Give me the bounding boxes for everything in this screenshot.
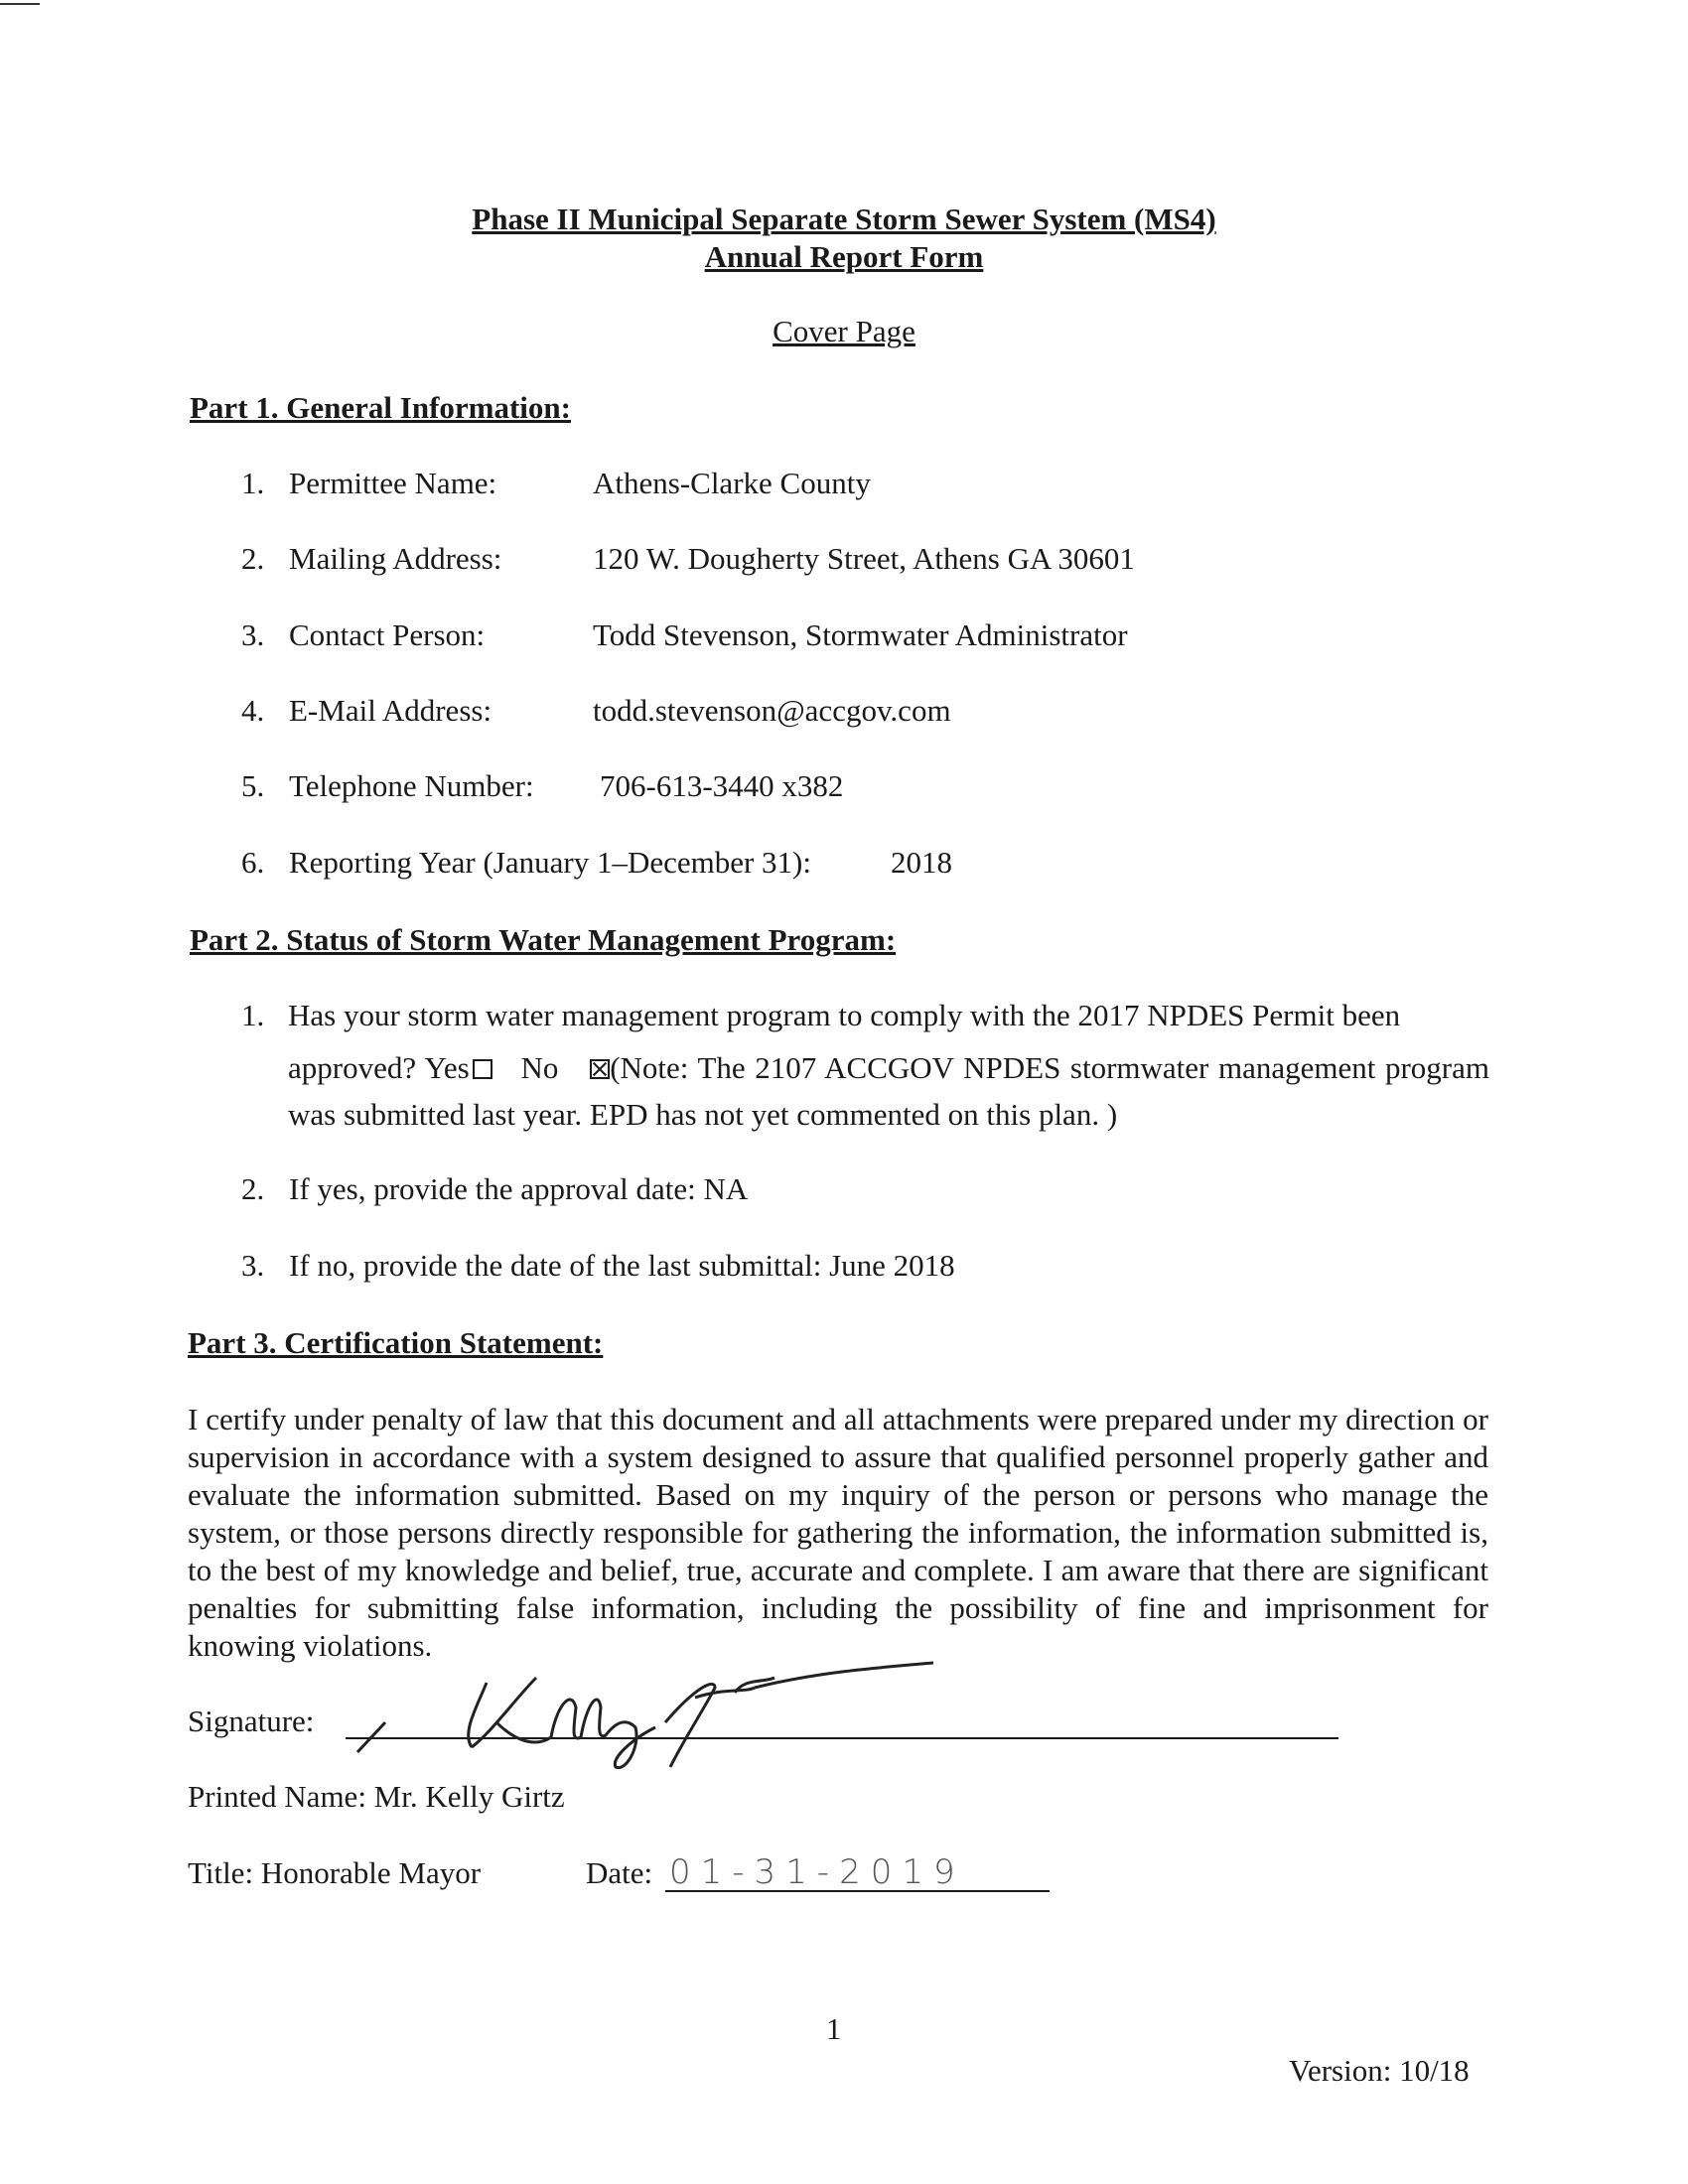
permittee-name-value: Athens-Clarke County [593, 466, 871, 500]
cover-page-label: Cover Page [773, 314, 915, 348]
contact-person-value: Todd Stevenson, Stormwater Administrator [593, 617, 1128, 652]
item-number: 2. [241, 541, 265, 576]
q1-approved-prefix: approved? Yes [288, 1050, 470, 1085]
item-number: 6. [241, 845, 265, 880]
item-number: 5. [241, 768, 265, 803]
part2-q2 [241, 1171, 748, 1207]
item-label: E-Mail Address: [289, 693, 492, 728]
q3-text: If no, provide the date of the last submittal: June 2018 [289, 1248, 955, 1283]
item-label: Mailing Address: [289, 541, 502, 576]
part2-q1-line1: Has your storm water management program to comply with the 2017 NPDES Permit been [288, 998, 1401, 1032]
part1-heading: Part 1. General Information: [190, 390, 571, 425]
scan-mark [0, 3, 40, 5]
certification-statement: I certify under penalty of law that this document and all attachments were prepared under my direction or supervision in accordance with a system designed to assure that qualified personnel properly gather and evaluate the information submitted. Based on my inquiry of the person or persons who manage the system, or those persons directly responsible for gathering the information, the information submitted is, to the best of my knowledge and belief, true, accurate and complete. I am aware that there are significant penalties for submitting false information, including the possibility of fine and imprisonment for knowing violations. [188, 1402, 1488, 1663]
date-value: 01-31-2019 [669, 1852, 965, 1892]
signature-image [338, 1648, 953, 1777]
item-label: Permittee Name: [289, 466, 497, 500]
part1-item-mailing [241, 541, 501, 577]
item-number: 2. [241, 1171, 265, 1206]
item-number: 4. [241, 693, 265, 728]
part1-item-reporting-year [241, 845, 811, 881]
part2-heading: Part 2. Status of Storm Water Management Program: [190, 922, 897, 957]
q2-text: If yes, provide the approval date: NA [289, 1171, 749, 1206]
reporting-year-value: 2018 [891, 845, 952, 880]
yes-checkbox[interactable] [473, 1059, 492, 1079]
part1-item-email [241, 693, 492, 729]
printed-name: Printed Name: Mr. Kelly Girtz [188, 1779, 565, 1814]
signature-label: Signature: [188, 1704, 315, 1738]
part2-q1-number: 1. [241, 998, 265, 1032]
telephone-number-value: 706-613-3440 x382 [600, 768, 844, 803]
mailing-address-value: 120 W. Dougherty Street, Athens GA 30601 [593, 541, 1135, 576]
part1-item-contact [241, 617, 485, 653]
version-label: Version: 10/18 [1289, 2053, 1470, 2088]
part2-q3 [241, 1248, 955, 1284]
form-title-line2: Annual Report Form [704, 239, 984, 274]
email-address-value: todd.stevenson@accgov.com [593, 693, 951, 728]
item-label: Telephone Number: [289, 768, 534, 803]
item-number: 1. [241, 466, 265, 500]
item-number: 3. [241, 617, 265, 652]
part3-heading: Part 3. Certification Statement: [188, 1325, 604, 1360]
form-title-line1: Phase II Municipal Separate Storm Sewer System (MS4) [472, 202, 1216, 236]
part1-item-telephone [241, 768, 534, 804]
date-label: Date: [586, 1855, 653, 1890]
no-label: No [520, 1050, 559, 1085]
item-label: Contact Person: [289, 617, 486, 652]
signer-title: Title: Honorable Mayor [188, 1855, 482, 1890]
item-number: 3. [241, 1248, 265, 1283]
part1-item-permittee [241, 466, 496, 501]
part2-q1-answer [288, 1044, 1489, 1138]
no-checkbox-checked[interactable] [590, 1059, 610, 1079]
page-number: 1 [826, 2011, 842, 2046]
item-label: Reporting Year (January 1–December 31): [289, 845, 811, 880]
q1-note: (Note: The 2107 ACCGOV NPDES stormwater management program was submitted last year. EPD has not yet commented on this plan. ) [288, 1050, 1489, 1132]
